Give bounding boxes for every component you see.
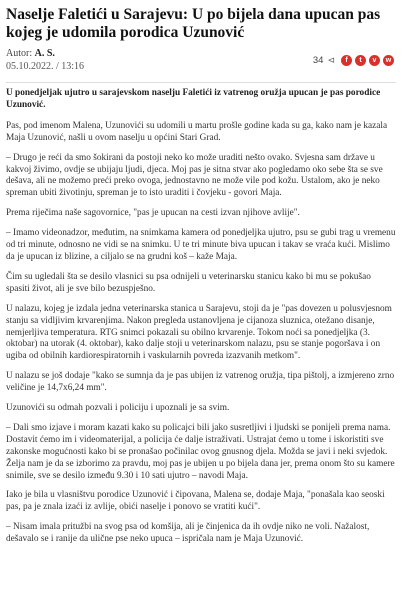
publish-date: 05.10.2022. / 13:16 [6, 61, 85, 72]
article-paragraph: Prema riječima naše sagovornice, "pas je upucan na cesti izvan njihove avlije". [6, 208, 300, 219]
article-paragraph: Uzunovići su odmah pozvali i policiju i upoznali je sa svim. [6, 403, 230, 414]
article-lead: U ponedjeljak ujutro u sarajevskom naselju Faletići iz vatrenog oružja upucan je pas porodice Uzunović. [6, 88, 381, 110]
article-paragraph: – Nisam imala pritužbi na svog psa od komšija, ali je činjenica da ih ovdje niko ne voli. Nažalost, dešavalo se i ranije da ulične pse neko upuca – ispričala nam je Maja Uzunović. [6, 522, 370, 545]
whatsapp-icon[interactable]: w [383, 55, 394, 66]
author-label: Autor: [6, 48, 33, 59]
share-icon[interactable]: ⊲ [327, 55, 335, 65]
article-paragraph: U nalazu se još dodaje "kako se sumnja da je pas ubijen iz vatrenog oružja, tipa pištolj, a izmjereno zrno veličine je 14,7x6,24 mm". [6, 371, 395, 394]
share-bar [313, 55, 394, 66]
article-paragraph: – Imamo videonadzor, međutim, na snimkama kamera od ponedjeljka ujutro, psu se gubi trag u vremenu od tri minute, odnosno ne vidi se na snimku. U te tri minute biva upucan i takav se vraća kući. Mislimo da je upucan iz blizine, a ciljalo se na grudni koš – kaže Maja. [6, 228, 396, 262]
article-paragraph: – Drugo je reći da smo šokirani da postoji neko ko može uraditi nešto ovako. Svjesna sam države u kakvoj živimo, ovdje se ubijaju ljudi, djeca. Moj pas je sitna stvar ako pogledamo oko sebe šta se sve dešava, ali ne možemo preći preko ovoga, jednostavno ne može vile pod kožu. Ustalom, ako je neko spreman ubiti životinju, spreman je to isto uraditi i čovjeku - govori Maja. [6, 152, 383, 199]
article-paragraph: Iako je bila u vlasništvu porodice Uzunović i čipovana, Malena se, dodaje Maja, "ponašala kao seoski pas, pa je znala izaći iz avlije, obići naselje i ponovo se vratiti kući". [6, 490, 385, 513]
article-paragraph: – Dali smo izjave i moram kazati kako su policajci bili jako susretljivi i ljudski se ponijeli prema nama. Dostavit ćemo im i videomaterijal, a policija će dalje istraživati. Ustrajat ćemo u tome i iskoristiti sve zakonske mogućnosti kako bi se pronašao počinilac ovog gnusnog djela. Možda se javi i neki svjedok. Želja nam je da se izborimo za pravdu, moj pas je ubijen u po bijela dana jer, prema onom što su kamere snimile, sve se desilo između 9.30 i 10 sati ujutro – navodi Maja. [6, 422, 395, 481]
facebook-icon[interactable]: f [341, 55, 352, 66]
article-page [0, 6, 402, 546]
article-meta [4, 48, 398, 78]
author-name[interactable]: A. S. [34, 48, 55, 59]
twitter-icon[interactable]: t [355, 55, 366, 66]
viber-icon[interactable]: v [369, 55, 380, 66]
share-count: 34 [312, 55, 324, 66]
article-paragraph: Pas, pod imenom Malena, Uzunovići su udomili u martu prošle godine kada su ga, kako nam je kazala Maja Uzunović, našli u ovom naselju u općini Stari Grad. [6, 120, 388, 143]
article-paragraph: Čim su ugledali šta se desilo vlasnici su psa odnijeli u veterinarsku stanicu kako bi mu se pokušao spasiti život, ali je sve bilo bezuspješno. [6, 271, 371, 294]
article-title: Naselje Faletići u Sarajevu: U po bijela dana upucan pas kojeg je udomila porodica Uzunović [6, 6, 381, 41]
article-body [4, 88, 398, 546]
article-paragraph: U nalazu, kojeg je izdala jedna veterinarska stanica u Sarajevu, stoji da je "pas dovezen u polusvjesnom stanju sa vidljivim krvarenjima. Nakon pregleda ustanovljena je cijanoza sluznica, otežano disanje, nemjerljiva temperatura. RTG snimci pokazali su obilno krvarenje. Tokom noći sa ponedjeljka (3. oktobar) na utorak (4. oktobar), kako dalje stoji u veterinarskom nalazu, psu se stanje pogoršava i on ugiba od obilnih kardiorespiratornih i vaskularnih povreda izazvanih metkom". [6, 303, 392, 362]
meta-divider [6, 82, 396, 83]
